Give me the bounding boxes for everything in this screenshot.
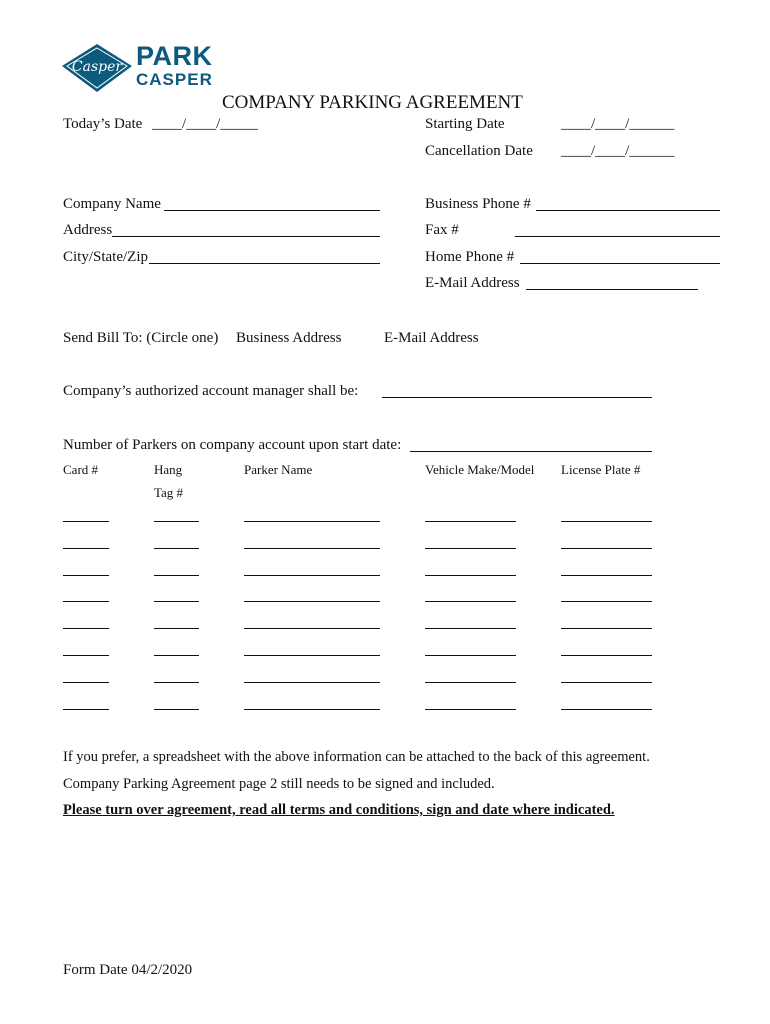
fax-label: Fax # bbox=[425, 222, 459, 238]
hang-tag-field[interactable] bbox=[154, 521, 199, 522]
license-plate-field[interactable] bbox=[561, 628, 652, 629]
form-date: Form Date 04/2/2020 bbox=[63, 962, 193, 978]
starting-date-field[interactable]: ____/____/______ bbox=[561, 116, 675, 132]
vehicle-make-model-field[interactable] bbox=[425, 628, 516, 629]
email-address-field[interactable] bbox=[526, 289, 698, 290]
city-state-zip-label: City/State/Zip bbox=[63, 249, 148, 265]
vehicle-make-model-field[interactable] bbox=[425, 709, 516, 710]
parker-name-field[interactable] bbox=[244, 682, 380, 683]
hang-tag-field[interactable] bbox=[154, 709, 199, 710]
card-number-field[interactable] bbox=[63, 521, 109, 522]
parkers-count-field[interactable] bbox=[410, 451, 652, 452]
home-phone-field[interactable] bbox=[520, 263, 720, 264]
send-bill-label: Send Bill To: (Circle one) bbox=[63, 330, 219, 346]
page-title: COMPANY PARKING AGREEMENT bbox=[222, 92, 523, 113]
header-license-plate: License Plate # bbox=[561, 462, 641, 477]
page2-note: Company Parking Agreement page 2 still needs to be signed and included. bbox=[63, 776, 495, 792]
parker-name-field[interactable] bbox=[244, 575, 380, 576]
business-phone-label: Business Phone # bbox=[425, 196, 531, 212]
parker-name-field[interactable] bbox=[244, 628, 380, 629]
vehicle-make-model-field[interactable] bbox=[425, 601, 516, 602]
license-plate-field[interactable] bbox=[561, 521, 652, 522]
logo-emblem-text: Casper bbox=[71, 59, 123, 75]
cancellation-date-field[interactable]: ____/____/______ bbox=[561, 143, 675, 159]
account-manager-field[interactable] bbox=[382, 397, 652, 398]
parker-name-field[interactable] bbox=[244, 709, 380, 710]
todays-date-label: Today’s Date bbox=[63, 116, 143, 132]
parker-name-field[interactable] bbox=[244, 655, 380, 656]
email-address-label: E-Mail Address bbox=[425, 275, 520, 291]
hang-tag-field[interactable] bbox=[154, 575, 199, 576]
header-card-number: Card # bbox=[63, 462, 99, 477]
casper-emblem-icon bbox=[60, 42, 134, 94]
license-plate-field[interactable] bbox=[561, 709, 652, 710]
todays-date-field[interactable]: ____/____/_____ bbox=[152, 116, 258, 132]
parker-name-field[interactable] bbox=[244, 521, 380, 522]
card-number-field[interactable] bbox=[63, 628, 109, 629]
parker-name-field[interactable] bbox=[244, 601, 380, 602]
vehicle-make-model-field[interactable] bbox=[425, 548, 516, 549]
company-name-field[interactable] bbox=[164, 210, 380, 211]
card-number-field[interactable] bbox=[63, 575, 109, 576]
cancellation-date-label: Cancellation Date bbox=[425, 143, 533, 159]
home-phone-label: Home Phone # bbox=[425, 249, 515, 265]
license-plate-field[interactable] bbox=[561, 575, 652, 576]
header-hang-tag-line1: Hang bbox=[154, 462, 183, 477]
send-bill-option-business[interactable]: Business Address bbox=[236, 330, 342, 346]
vehicle-make-model-field[interactable] bbox=[425, 521, 516, 522]
card-number-field[interactable] bbox=[63, 682, 109, 683]
license-plate-field[interactable] bbox=[561, 682, 652, 683]
starting-date-label: Starting Date bbox=[425, 116, 505, 132]
card-number-field[interactable] bbox=[63, 601, 109, 602]
account-manager-label: Company’s authorized account manager shall be: bbox=[63, 383, 359, 399]
license-plate-field[interactable] bbox=[561, 548, 652, 549]
business-phone-field[interactable] bbox=[536, 210, 720, 211]
city-state-zip-field[interactable] bbox=[149, 263, 380, 264]
logo-brand-casper: CASPER bbox=[136, 70, 213, 89]
header-hang-tag-line2: Tag # bbox=[154, 485, 184, 500]
vehicle-make-model-field[interactable] bbox=[425, 682, 516, 683]
hang-tag-field[interactable] bbox=[154, 628, 199, 629]
license-plate-field[interactable] bbox=[561, 601, 652, 602]
parkers-count-label: Number of Parkers on company account upon start date: bbox=[63, 437, 402, 453]
hang-tag-field[interactable] bbox=[154, 682, 199, 683]
license-plate-field[interactable] bbox=[561, 655, 652, 656]
header-vehicle-make-model: Vehicle Make/Model bbox=[425, 462, 535, 477]
spreadsheet-note: If you prefer, a spreadsheet with the above information can be attached to the back of this agreement. bbox=[63, 749, 650, 765]
card-number-field[interactable] bbox=[63, 709, 109, 710]
parker-name-field[interactable] bbox=[244, 548, 380, 549]
hang-tag-field[interactable] bbox=[154, 601, 199, 602]
logo-brand-park: PARK bbox=[136, 41, 213, 71]
card-number-field[interactable] bbox=[63, 548, 109, 549]
header-parker-name: Parker Name bbox=[244, 462, 313, 477]
address-label: Address bbox=[63, 222, 113, 238]
vehicle-make-model-field[interactable] bbox=[425, 655, 516, 656]
hang-tag-field[interactable] bbox=[154, 655, 199, 656]
card-number-field[interactable] bbox=[63, 655, 109, 656]
fax-field[interactable] bbox=[515, 236, 720, 237]
hang-tag-field[interactable] bbox=[154, 548, 199, 549]
vehicle-make-model-field[interactable] bbox=[425, 575, 516, 576]
company-name-label: Company Name bbox=[63, 196, 161, 212]
park-casper-logo bbox=[60, 42, 220, 94]
turn-over-instruction: Please turn over agreement, read all terms and conditions, sign and date where indicated. bbox=[63, 802, 615, 818]
address-field[interactable] bbox=[112, 236, 380, 237]
send-bill-option-email[interactable]: E-Mail Address bbox=[384, 330, 479, 346]
